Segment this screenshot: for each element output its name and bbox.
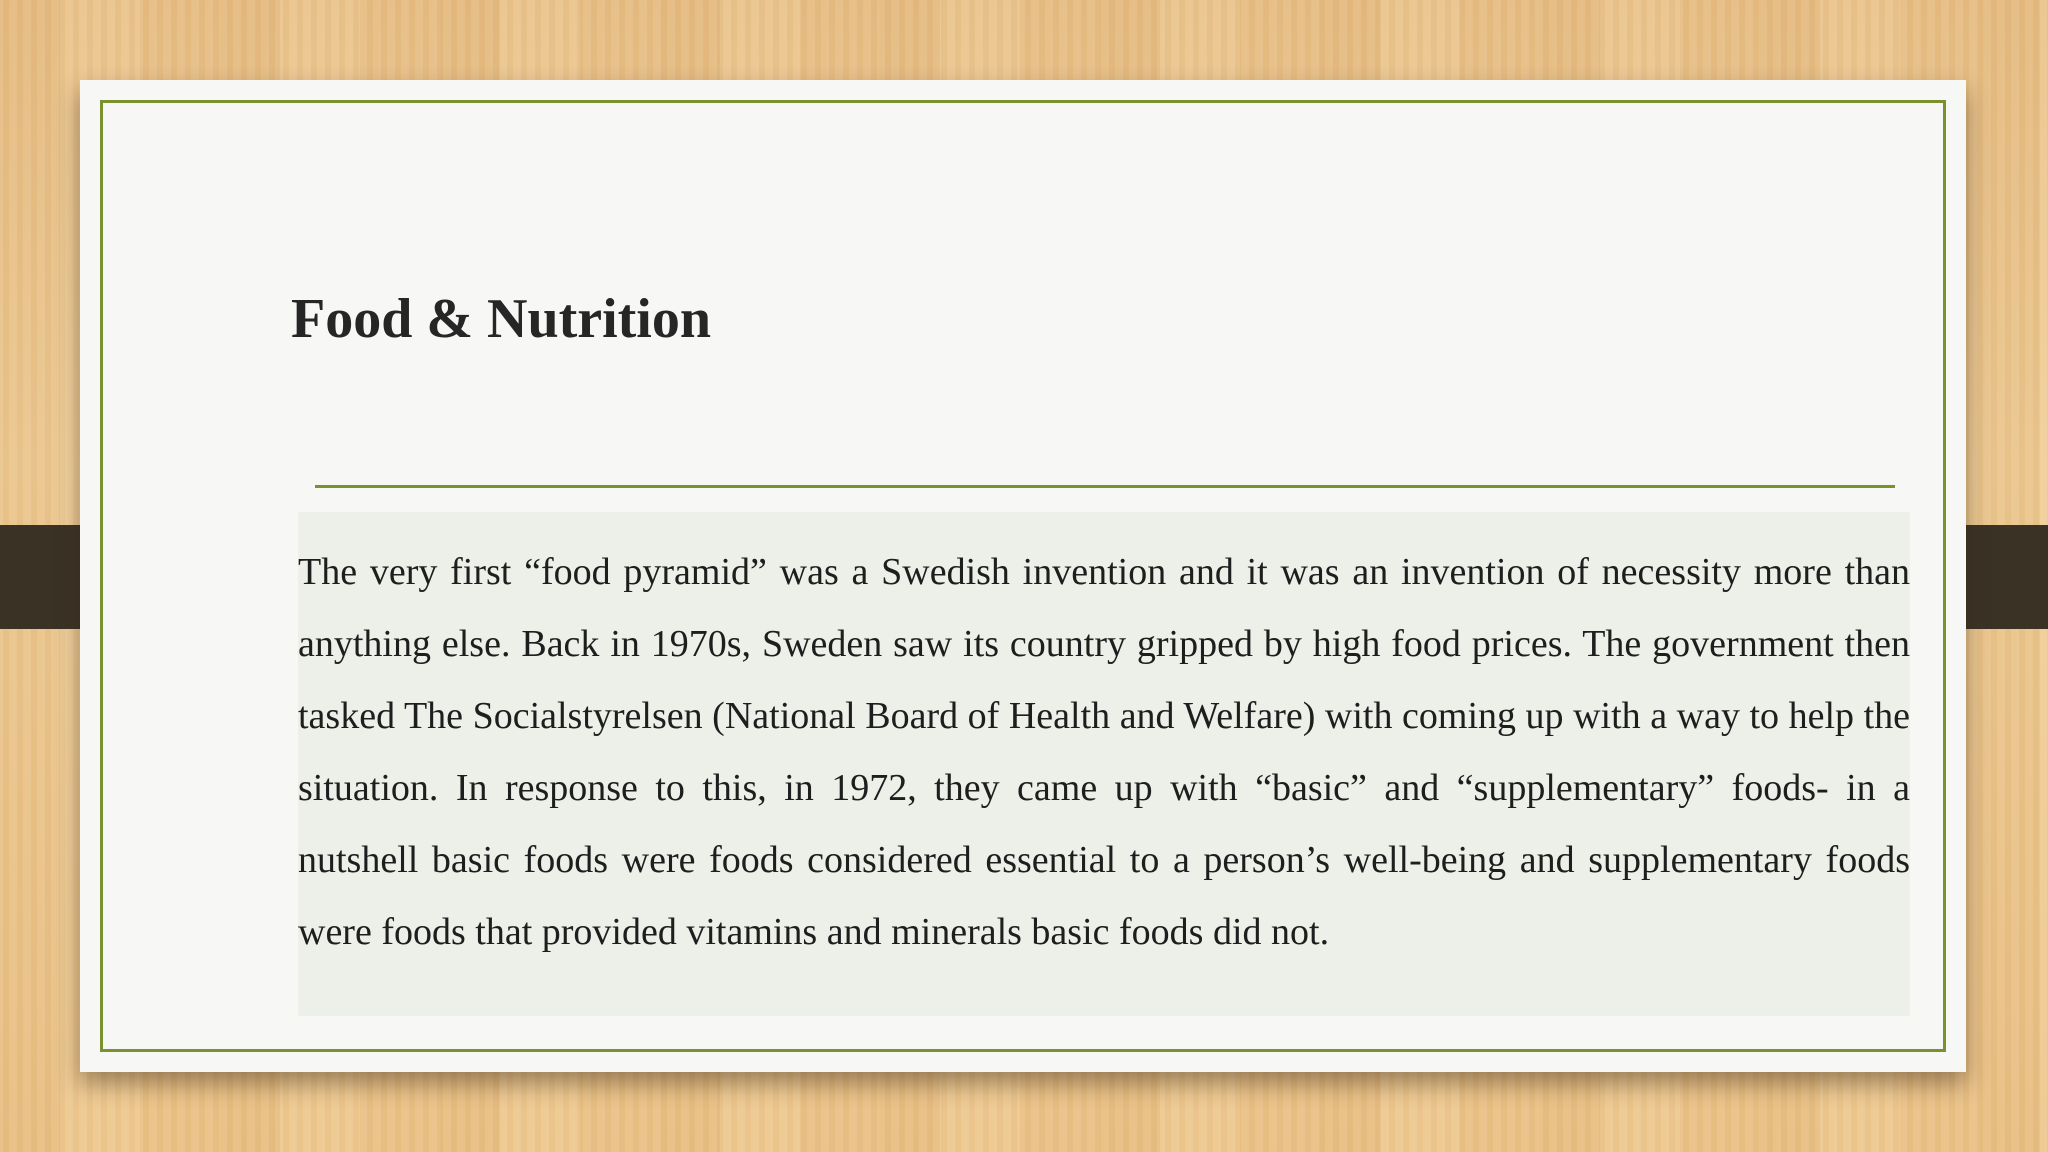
title-divider bbox=[315, 485, 1895, 488]
slide-title: Food & Nutrition bbox=[291, 288, 711, 350]
body-text-box[interactable] bbox=[298, 512, 1910, 1016]
body-paragraph: The very first “food pyramid” was a Swedish invention and it was an invention of necessity more than anything else. Back in 1970s, Sweden saw its country gripped by high food prices. The government then tasked The Socialstyrelsen (National Board of Health and Welfare) with coming up with a way to help the situation. In response to this, in 1972, they came up with “basic” and “supplementary” foods- in a nutshell basic foods were foods considered essential to a person’s well-being and supplementary foods were foods that provided vitamins and minerals basic foods did not. bbox=[298, 551, 1910, 953]
slide bbox=[80, 80, 1966, 1072]
